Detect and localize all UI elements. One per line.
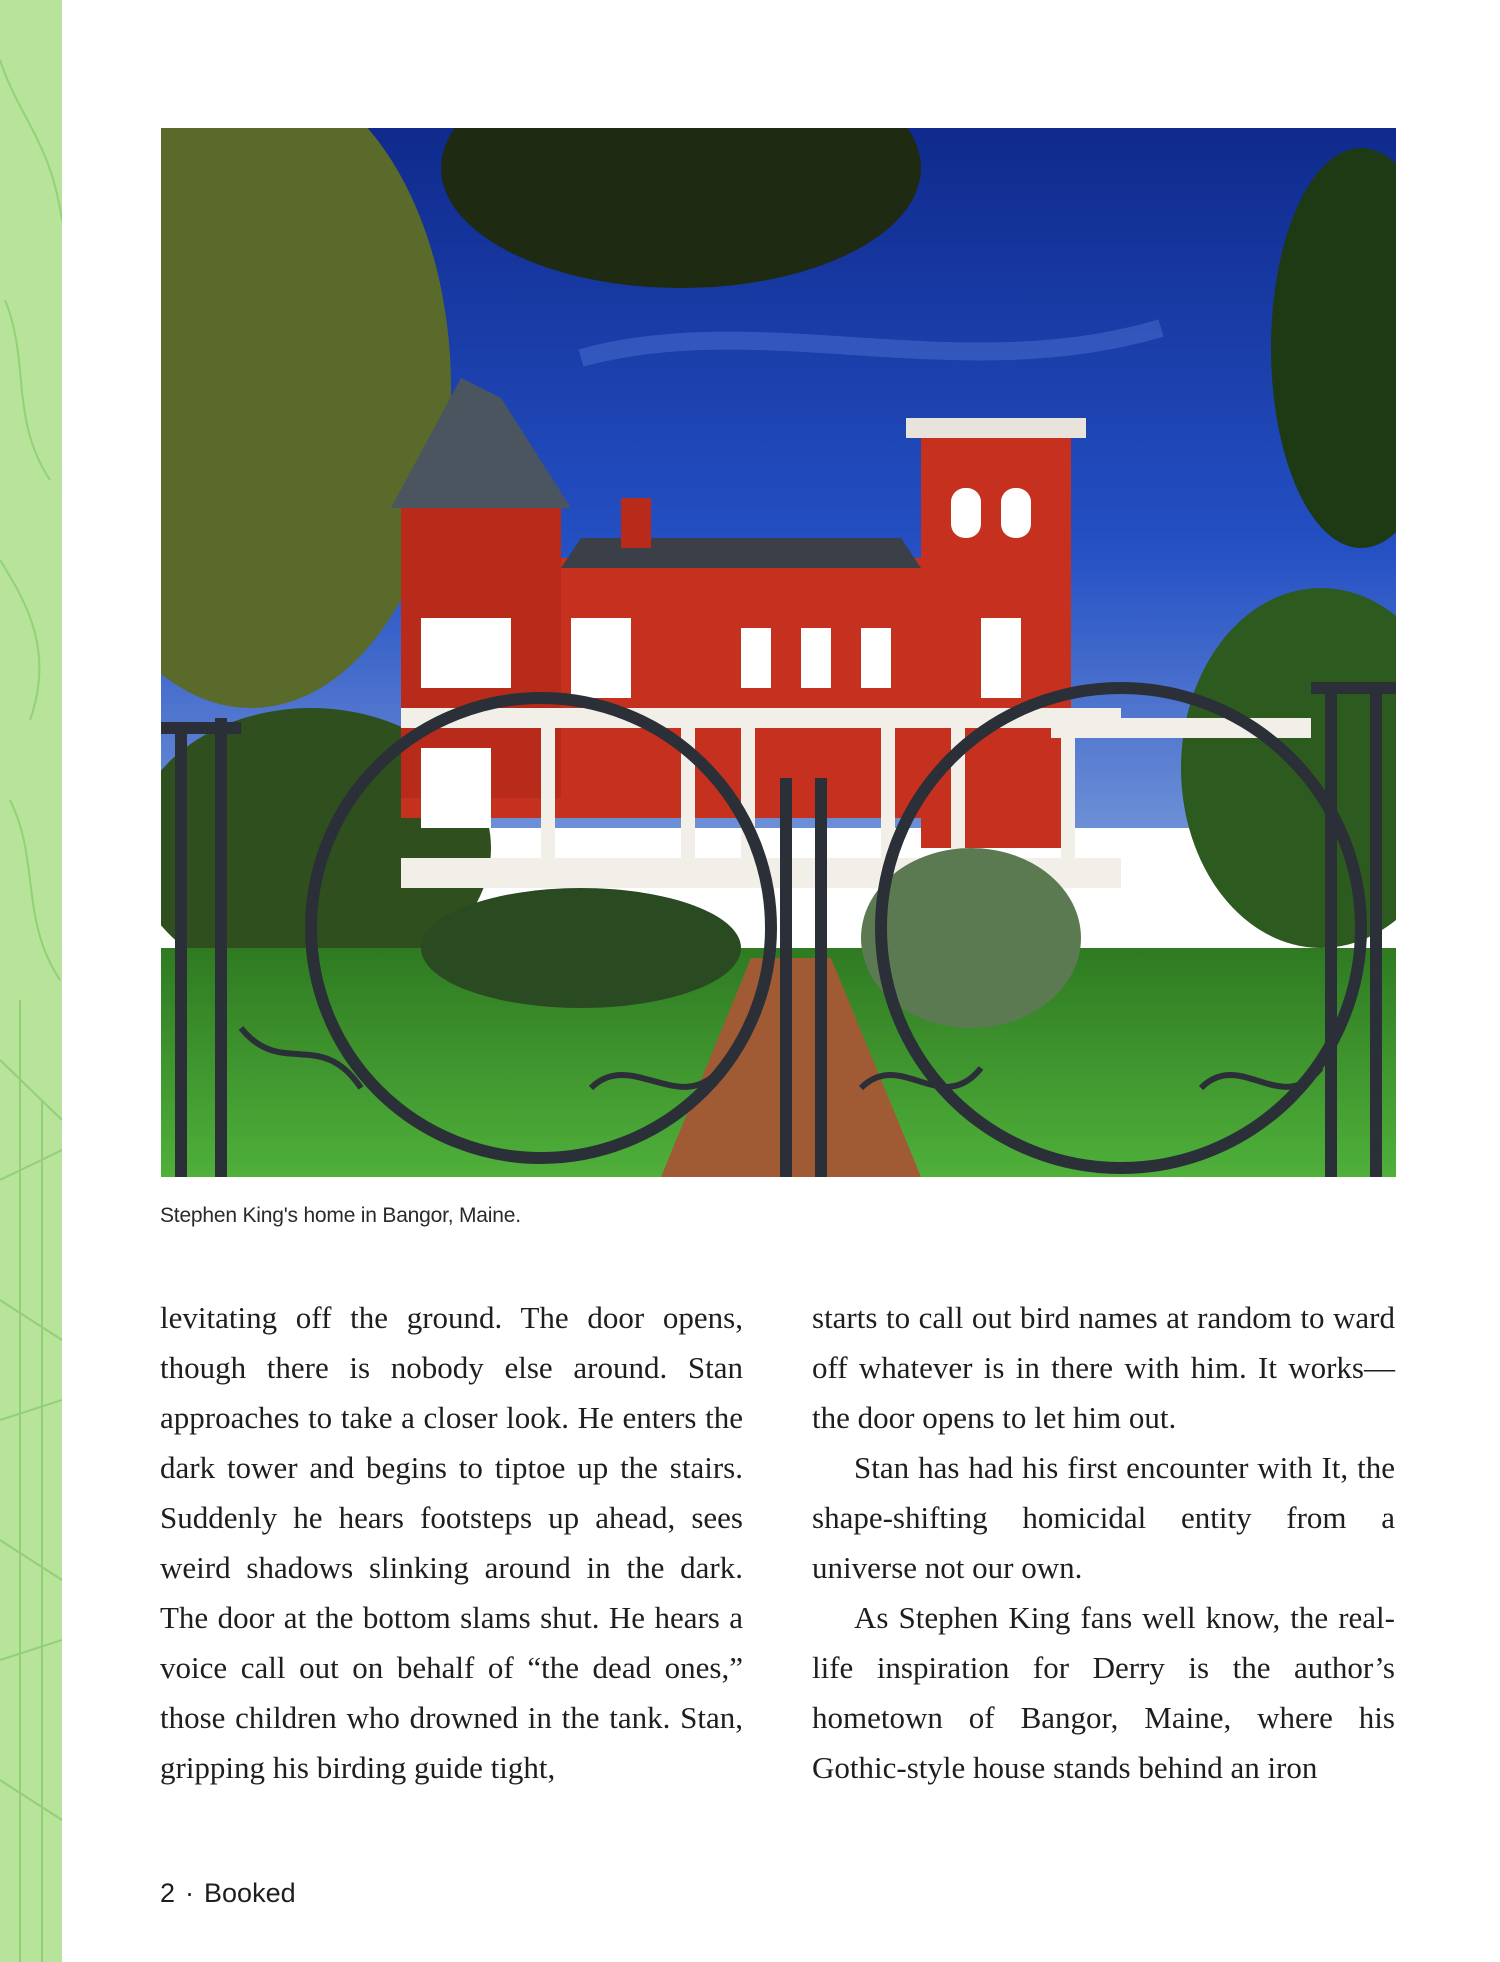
house-photo bbox=[161, 128, 1396, 1177]
page-number: 2 bbox=[160, 1878, 176, 1908]
paragraph: levitating off the ground. The door opens, though there is nobody else around. Stan approaches to take a closer look. He enters the dark tower and begins to tiptoe up the stairs. Suddenly he hears footsteps up ahead, sees weird shadows slinking around in the dark. The door at the bottom slams shut. He hears a voice call out on behalf of “the dead ones,” those children who drowned in the tank. Stan, gripping his birding guide tight, bbox=[160, 1300, 743, 1785]
page-footer bbox=[160, 1878, 296, 1909]
paragraph: As Stephen King fans well know, the real-life inspiration for Derry is the author’s hometown of Bangor, Maine, where his Gothic-style house stands behind an iron bbox=[812, 1600, 1395, 1785]
footer-separator: · bbox=[185, 1878, 195, 1908]
map-edge-strip bbox=[0, 0, 62, 1962]
paragraph: starts to call out bird names at random to ward off whatever is in there with him. It works—the door opens to let him out. bbox=[812, 1300, 1395, 1435]
book-title: Booked bbox=[204, 1878, 296, 1908]
body-column-left bbox=[160, 1293, 743, 1793]
paragraph: Stan has had his first encounter with It, the shape-shifting homicidal entity from a universe not our own. bbox=[812, 1450, 1395, 1585]
photo-caption: Stephen King's home in Bangor, Maine. bbox=[160, 1204, 521, 1227]
body-column-right bbox=[812, 1293, 1395, 1793]
